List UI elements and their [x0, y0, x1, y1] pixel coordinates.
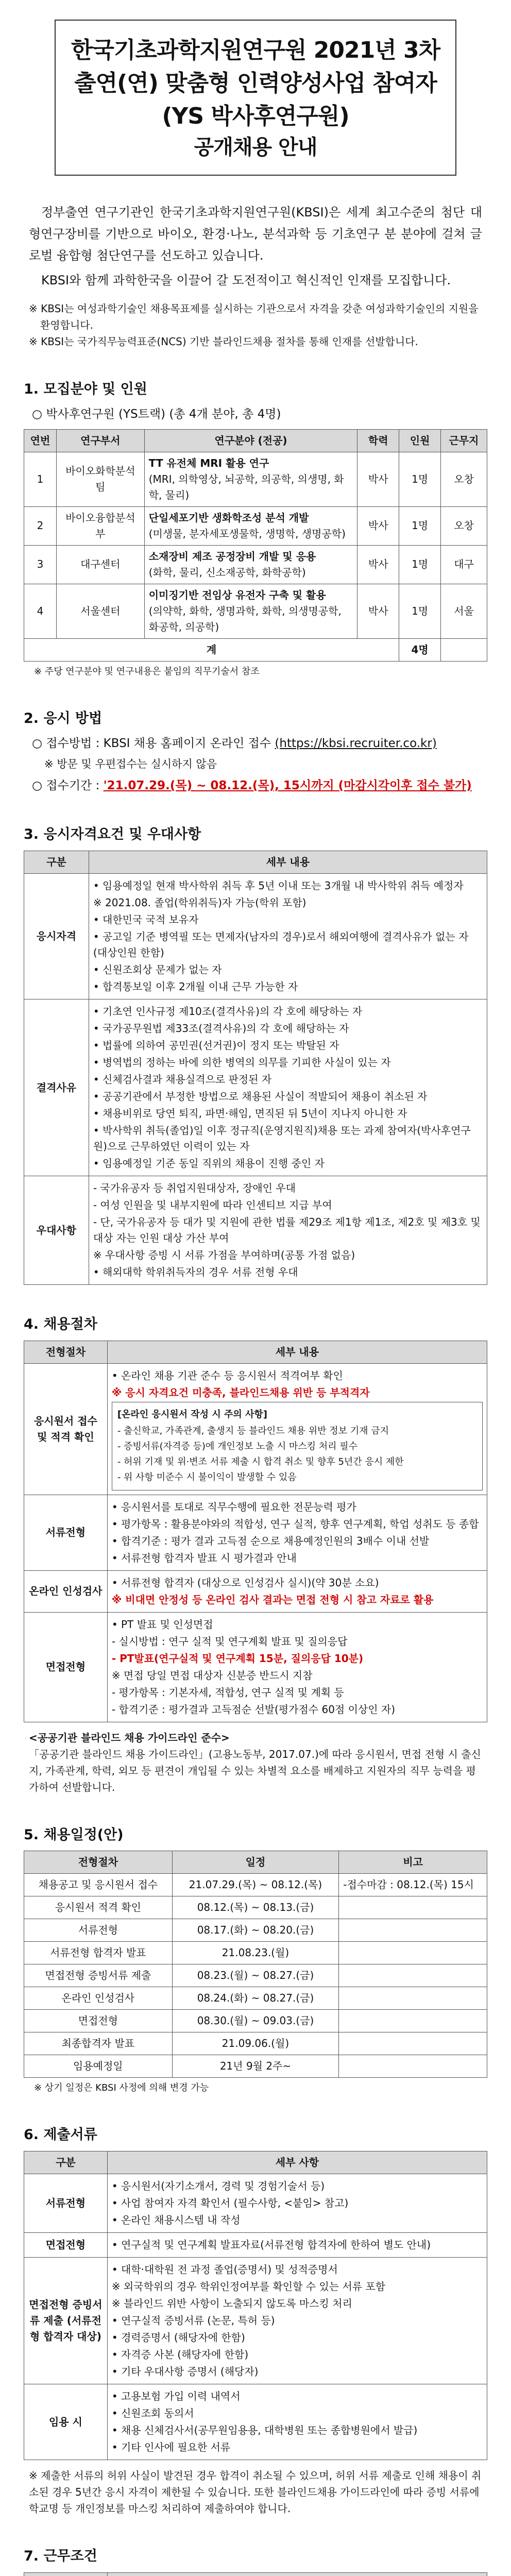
schedule-step: 서류전형: [24, 1919, 173, 1942]
th-c-detail: [107, 2573, 487, 2576]
section-3-heading: 3. 응시자격요건 및 우대사항: [24, 826, 201, 843]
recruit-dept: 서울센터: [56, 584, 144, 638]
recruit-edu: 박사: [357, 452, 399, 506]
schedule-date: 21.08.23.(월): [172, 1942, 339, 1964]
recruit-count: 1명: [399, 545, 441, 584]
recruit-edu: 박사: [357, 545, 399, 584]
documents-row-line: • 사업 참여자 자격 확인서 (필수사항, <붙임> 참고): [111, 2197, 349, 2210]
qualification-row-line: • 병역법의 정하는 바에 의한 병역의 의무를 기피한 사실이 있는 자: [93, 1056, 391, 1069]
schedule-step: 서류전형 합격자 발표: [24, 1942, 173, 1964]
qualification-row-line: • 합격통보일 이후 2개월 이내 근무 가능한 자: [93, 980, 298, 993]
recruit-table-header: [24, 429, 487, 452]
recruit-field: [144, 506, 357, 545]
recruit-field: [144, 545, 357, 584]
th-q-category: 구분: [24, 851, 89, 874]
blind-guideline-text: 「공공기관 블라인드 채용 가이드라인」(고용노동부, 2017.07.)에 따라 응시원서, 면접 전형 시 출신지, 가족관계, 학력, 외모 등 편견이 개입될 수 있는 차별적 요소를 배제하고 지원자의 직무 능력을 평가하여 선발합니다.: [29, 1748, 481, 1793]
th-s-step: 전형절차: [24, 1851, 173, 1874]
procedure-row-detail: [107, 1612, 487, 1722]
schedule-note: [339, 1942, 487, 1964]
title-line-3: 공개채용 안내: [194, 135, 317, 160]
section-4-heading: 4. 채용절차: [24, 1316, 97, 1333]
recruit-field-title: 소재장비 제조 공정장비 개발 및 응용: [148, 550, 316, 563]
documents-row: [24, 2384, 487, 2460]
documents-row-line: ※ 블라인드 위반 사항이 노출되지 않도록 마스킹 처리: [111, 2297, 352, 2310]
section-5-heading: 5. 채용일정(안): [24, 1826, 124, 1843]
note-2: ※ KBSI는 국가직무능력표준(NCS) 기반 블라인드채용 절차를 통해 인재를 선발합니다.: [29, 335, 418, 348]
procedure-row-line: • 온라인 채용 기관 준수 등 응시원서 적격여부 확인: [111, 1369, 343, 1382]
schedule-note: [339, 1896, 487, 1919]
schedule-row: [24, 1874, 487, 1896]
documents-table: [24, 2151, 487, 2460]
schedule-date: 21.09.06.(월): [172, 2032, 339, 2055]
schedule-note: [339, 2055, 487, 2078]
schedule-row: [24, 1942, 487, 1964]
documents-row-detail: [107, 2258, 487, 2384]
schedule-step: 응시원서 적격 확인: [24, 1896, 173, 1919]
qualification-row-line: • 공공기관에서 부정한 방법으로 채용된 사실이 적발되어 채용이 취소된 자: [93, 1090, 428, 1103]
documents-table-header: [24, 2151, 487, 2174]
documents-row-label: 면접전형 증빙서류 제출 (서류전형 합격자 대상): [24, 2258, 108, 2384]
recruit-field-desc: (미생물, 분자세포생물학, 생명학, 생명공학): [148, 527, 346, 540]
documents-row-line: • 기타 인사에 필요한 서류: [111, 2441, 231, 2454]
recruit-row: [24, 452, 487, 506]
notice-box-item: - 위 사항 미준수 시 불이익이 발생할 수 있음: [117, 1471, 297, 1483]
qualification-row: [24, 1176, 487, 1285]
section-1-footnote: ※ 주당 연구분야 및 연구내용은 붙임의 직무기술서 참조: [34, 666, 260, 677]
note-1: ※ KBSI는 여성과학기술인 채용목표제를 실시하는 기관으로서 자격을 갖춘 여성과학기술인의 지원을 환영합니다.: [29, 302, 479, 332]
schedule-step: 온라인 인성검사: [24, 1987, 173, 2010]
documents-row-line: • 기타 우대사항 증명서 (해당자): [111, 2365, 259, 2378]
th-no: 연번: [24, 429, 57, 452]
schedule-row: [24, 1896, 487, 1919]
procedure-row-line: • 응시원서를 토대로 직무수행에 필요한 전문능력 평가: [111, 1500, 356, 1513]
notice-box-item: - 증빙서류(자격증 등)에 개인정보 노출 시 마스킹 처리 필수: [117, 1440, 358, 1452]
recruit-dept: 바이오화학분석팀: [56, 452, 144, 506]
qualification-row-line: • 박사학위 취득(졸업)일 이후 정규직(운영지원직)채용 또는 과제 참여자(박사후연구원)으로 근무하였던 이력이 있는 자: [93, 1124, 471, 1153]
procedure-row-line: ※ 비대면 안정성 등 온라인 검사 결과는 면접 전형 시 참고 자료로 활용: [111, 1593, 434, 1606]
schedule-step: 채용공고 및 응시원서 접수: [24, 1874, 173, 1896]
recruit-edu: 박사: [357, 506, 399, 545]
th-count: 인원: [399, 429, 441, 452]
recruit-field: [144, 584, 357, 638]
documents-row: [24, 2233, 487, 2258]
qualification-row: [24, 999, 487, 1176]
recruit-field-desc: (MRI, 의학영상, 뇌공학, 의공학, 의생명, 화학, 물리): [148, 472, 344, 501]
procedure-row-detail: [107, 1495, 487, 1570]
section-5-footnote: ※ 상기 일정은 KBSI 사정에 의해 변경 가능: [34, 2082, 209, 2094]
recruit-row: [24, 506, 487, 545]
apply-method-note: ※ 방문 및 우편접수는 실시하지 않음: [44, 758, 217, 771]
qualification-table: [24, 851, 487, 1285]
conditions-table: [24, 2572, 487, 2576]
qualification-row-line: • 대한민국 국적 보유자: [93, 913, 199, 926]
recruit-field: [144, 452, 357, 506]
schedule-row: [24, 1987, 487, 2010]
documents-row-detail: [107, 2384, 487, 2460]
recruit-table: [24, 429, 487, 662]
schedule-date: 21년 9월 2주~: [172, 2055, 339, 2078]
procedure-row: [24, 1495, 487, 1570]
schedule-note: [339, 2010, 487, 2032]
recruit-field-title: 단일세포기반 생화학조성 분석 개발: [148, 511, 309, 524]
schedule-note: -접수마감 : 08.12.(목) 15시: [339, 1874, 487, 1896]
recruit-dept: 대구센터: [56, 545, 144, 584]
th-s-note: 비고: [339, 1851, 487, 1874]
recruit-field-desc: (의약학, 화학, 생명과학, 화학, 의생명공학, 화공학, 의공학): [148, 604, 342, 633]
documents-row-label: 서류전형: [24, 2174, 108, 2233]
schedule-note: [339, 1919, 487, 1942]
qualification-row-detail: [89, 874, 487, 999]
procedure-row-line: - 실시방법 : 연구 실적 및 연구계획 발표 및 질의응답: [111, 1635, 348, 1648]
section-1-sub: ○ 박사후연구원 (YS트랙) (총 4개 분야, 총 4명): [32, 408, 281, 421]
recruit-location: 오창: [441, 452, 487, 506]
schedule-date: 08.30.(월) ~ 09.03.(금): [172, 2010, 339, 2032]
section-1-heading: 1. 모집분야 및 인원: [24, 381, 147, 398]
qualification-row-label: 응시자격: [24, 874, 89, 999]
th-location: 근무지: [441, 429, 487, 452]
qualification-row-line: • 임용예정일 현재 박사학위 취득 후 5년 이내 또는 3개월 내 박사학위 취득 예정자: [93, 879, 464, 892]
procedure-row-line: - PT발표(연구실적 및 연구계획 15분, 질의응답 10분): [111, 1652, 364, 1665]
schedule-table-header: [24, 1851, 487, 1874]
recruit-field-desc: (화학, 물리, 신소재공학, 화학공학): [148, 566, 306, 579]
th-p-step: 전형절차: [24, 1341, 108, 1364]
notes: [29, 300, 487, 350]
recruit-location: 서울: [441, 584, 487, 638]
procedure-row-line: • 합격기준 : 평가 결과 고득점 순으로 채용예정인원의 3배수 이내 선발: [111, 1534, 430, 1547]
intro-paragraph-1: 정부출연 연구기관인 한국기초과학지원연구원(KBSI)은 세계 최고수준의 첨단 대형연구장비를 기반으로 바이오, 환경·나노, 분석과학 등 기초연구 분 분야에 걸쳐 글로벌 융합형 첨단연구를 선도하고 있습니다.: [29, 205, 482, 263]
th-s-date: 일정: [172, 1851, 339, 1874]
section-6-heading: 6. 제출서류: [24, 2127, 97, 2143]
documents-row-detail: [107, 2174, 487, 2233]
conditions-table-header: [24, 2573, 487, 2576]
qualification-row-line: • 법률에 의하여 공민권(선거권)이 정지 또는 박탈된 자: [93, 1039, 339, 1052]
qualification-row-line: • 공고일 기준 병역필 또는 면제자(남자의 경우)로서 해외여행에 결격사유가 없는 자 (대상인원 한함): [93, 930, 469, 959]
qualification-row-line: - 단, 국가유공자 등 대가 및 지원에 관한 법률 제29조 제1항 제1조, 제2호 및 제3호 및 대상 자는 인원 대상 가산 부여: [93, 1216, 481, 1245]
apply-method-label: ○ 접수방법 : KBSI 채용 홈페이지 온라인 접수: [32, 736, 271, 750]
procedure-row-label: 서류전형: [24, 1495, 108, 1570]
recruit-count: 1명: [399, 452, 441, 506]
recruit-total-label: 계: [24, 638, 399, 661]
apply-period: [32, 777, 487, 795]
schedule-row: [24, 2010, 487, 2032]
procedure-row: [24, 1570, 487, 1612]
title-box: [55, 20, 456, 176]
schedule-row: [24, 1919, 487, 1942]
qualification-row-label: 우대사항: [24, 1176, 89, 1285]
th-q-detail: 세부 내용: [89, 851, 487, 874]
procedure-row-line: - 평가항목 : 기본자세, 적합성, 연구 실적 및 계획 등: [111, 1686, 344, 1699]
documents-row-line: • 연구실적 및 연구계획 발표자료(서류전형 합격자에 한하여 별도 안내): [111, 2239, 431, 2251]
th-d-detail: 세부 사항: [107, 2151, 487, 2174]
section-7-heading: 7. 근무조건: [24, 2548, 97, 2565]
schedule-note: [339, 2032, 487, 2055]
procedure-row-line: ※ 응시 자격요건 미충족, 블라인드채용 위반 등 부적격자: [111, 1386, 370, 1399]
apply-url-link[interactable]: (https://kbsi.recruiter.co.kr): [275, 736, 437, 750]
schedule-date: 08.23.(월) ~ 08.27.(금): [172, 1964, 339, 1987]
qualification-row-line: • 국가공무원법 제33조(결격사유)의 각 호에 해당하는 자: [93, 1022, 349, 1035]
recruit-no: 2: [24, 506, 57, 545]
blind-guideline: [29, 1730, 482, 1795]
procedure-row: [24, 1612, 487, 1722]
qualification-row-line: ※ 2021.08. 졸업(학위취득)자 가능(학위 포함): [93, 896, 306, 909]
procedure-row-label: 응시원서 접수 및 적격 확인: [24, 1364, 108, 1495]
schedule-step: 면접전형: [24, 2010, 173, 2032]
qualification-row-line: • 채용비위로 당연 퇴직, 파면·해임, 면직된 뒤 5년이 지나지 아니한 자: [93, 1107, 407, 1120]
schedule-row: [24, 2055, 487, 2078]
notice-box-title: [온라인 응시원서 작성 시 주의 사항]: [117, 1409, 268, 1420]
procedure-row-line: • 평가항목 : 활용분야와의 적합성, 연구 실적, 향후 연구계획, 학업 성취도 등 종합: [111, 1517, 479, 1530]
section-2-heading: 2. 응시 방법: [24, 710, 103, 726]
qualification-row-detail: [89, 999, 487, 1176]
recruit-total-value: 4명: [399, 638, 441, 661]
documents-row: [24, 2258, 487, 2384]
procedure-row-detail: [107, 1364, 487, 1495]
qualification-row-line: • 신원조회상 문제가 없는 자: [93, 963, 222, 976]
schedule-date: 08.17.(화) ~ 08.20.(금): [172, 1919, 339, 1942]
qualification-row-line: • 기초연 인사규정 제10조(결격사유)의 각 호에 해당하는 자: [93, 1005, 363, 1018]
schedule-row: [24, 2032, 487, 2055]
notice-box: [112, 1402, 483, 1490]
recruit-location: 대구: [441, 545, 487, 584]
qualification-row: [24, 874, 487, 999]
title-line-1: 한국기초과학지원연구원 2021년 3차: [71, 37, 440, 63]
schedule-date: 21.07.29.(목) ~ 08.12.(목): [172, 1874, 339, 1896]
schedule-step: 면접전형 증빙서류 제출: [24, 1964, 173, 1987]
documents-row: [24, 2174, 487, 2233]
qualification-row-detail: [89, 1176, 487, 1285]
apply-period-label: ○ 접수기간 :: [32, 778, 100, 792]
recruit-total-row: [24, 638, 487, 661]
procedure-row-line: - 합격기준 : 평가결과 고득점순 선발(평가점수 60점 이상인 자): [111, 1703, 396, 1716]
schedule-note: [339, 1987, 487, 2010]
documents-row-line: • 응시원서(자기소개서, 경력 및 경험기술서 등): [111, 2180, 325, 2193]
blind-guideline-title: <공공기관 블라인드 채용 가이드라인 준수>: [29, 1731, 230, 1744]
documents-row-line: • 채용 신체검사서(공무원임용용, 대학병원 또는 종합병원에서 발급): [111, 2424, 418, 2437]
qualification-row-line: • 신체검사결과 채용실격으로 판정된 자: [93, 1073, 272, 1086]
documents-row-label: 면접전형: [24, 2233, 108, 2258]
schedule-step: 최종합격자 발표: [24, 2032, 173, 2055]
title-line-2: 출연(연) 맞춤형 인력양성사업 참여자(YS 박사후연구원): [74, 70, 437, 129]
th-edu: 학력: [357, 429, 399, 452]
section-6-footnote: ※ 제출한 서류의 허위 사실이 발견된 경우 합격이 취소될 수 있으며, 허위 서류 제출로 인해 채용이 취소된 경우 5년간 응시 자격이 제한될 수 있습니다. 또한 블라인드채용 가이드라인에 따라 증빙 서류에 학교명 등 개인정보를 마스킹 처리하여 제출하여야 합니다.: [29, 2469, 482, 2515]
recruit-edu: 박사: [357, 584, 399, 638]
schedule-date: 08.24.(화) ~ 08.27.(금): [172, 1987, 339, 2010]
qualification-table-header: [24, 851, 487, 874]
procedure-row-line: • 서류전형 합격자 발표 시 평가결과 안내: [111, 1551, 297, 1564]
th-d-category: 구분: [24, 2151, 108, 2174]
apply-period-value: '21.07.29.(목) ~ 08.12.(목), 15시까지 (마감시각이후 접수 불가): [103, 778, 472, 792]
procedure-row-line: • 서류전형 합격자 (대상으로 인성검사 실시)(약 30분 소요): [111, 1576, 379, 1589]
documents-row-line: ※ 외국학위의 경우 학위인정여부를 확인할 수 있는 서류 포함: [111, 2280, 386, 2293]
intro: [24, 201, 487, 291]
documents-row-label: 임용 시: [24, 2384, 108, 2460]
procedure-row-label: 온라인 인성검사: [24, 1570, 108, 1612]
documents-row-line: • 대학·대학원 전 과정 졸업(증명서) 및 성적증명서: [111, 2263, 338, 2276]
th-p-detail: 세부 내용: [107, 1341, 487, 1364]
schedule-note: [339, 1964, 487, 1987]
schedule-row: [24, 1964, 487, 1987]
qualification-row-line: • 해외대학 학위취득자의 경우 서류 전형 우대: [93, 1266, 298, 1279]
notice-box-item: - 허위 기재 및 위·변조 서류 제출 시 합격 취소 및 향후 5년간 응시 제한: [117, 1456, 404, 1467]
recruit-row: [24, 584, 487, 638]
procedure-table-header: [24, 1341, 487, 1364]
recruit-total-empty: [441, 638, 487, 661]
documents-row-line: • 연구실적 증빙서류 (논문, 특허 등): [111, 2314, 275, 2327]
procedure-row-line: ※ 면접 당일 면접 대상자 신분증 반드시 지참: [111, 1669, 313, 1682]
apply-method: [32, 735, 487, 753]
recruit-field-title: TT 유전체 MRI 활용 연구: [148, 456, 269, 469]
schedule-step: 임용예정일: [24, 2055, 173, 2078]
procedure-row-line: • PT 발표 및 인성면접: [111, 1618, 213, 1631]
recruit-field-title: 이미징기반 전임상 유전자 구축 및 활용: [148, 588, 326, 601]
intro-paragraph-2: KBSI와 함께 과학한국을 이끌어 갈 도전적이고 혁신적인 인재를 모집합니다.: [41, 273, 451, 288]
recruit-count: 1명: [399, 584, 441, 638]
th-field: 연구분야 (전공): [144, 429, 357, 452]
qualification-row-label: 결격사유: [24, 999, 89, 1176]
schedule-date: 08.12.(목) ~ 08.13.(금): [172, 1896, 339, 1919]
recruit-no: 4: [24, 584, 57, 638]
documents-row-line: • 신원조회 동의서: [111, 2407, 194, 2420]
qualification-row-line: - 국가유공자 등 취업지원대상자, 장애인 우대: [93, 1182, 296, 1195]
qualification-row-line: • 임용예정일 기준 동일 직위의 채용이 진행 중인 자: [93, 1157, 325, 1170]
documents-row-line: • 자격증 사본 (해당자에 한함): [111, 2348, 249, 2361]
schedule-table: [24, 1851, 487, 2078]
notice-box-item: - 출신학교, 가족관계, 출생지 등 블라인드 채용 위반 정보 기재 금지: [117, 1426, 389, 1437]
qualification-row-line: - 여성 인원을 및 내부지원에 따라 인센티브 지급 부여: [93, 1199, 332, 1212]
recruit-location: 오창: [441, 506, 487, 545]
recruit-no: 1: [24, 452, 57, 506]
documents-row-line: • 온라인 채용시스템 내 작성: [111, 2214, 241, 2227]
procedure-table: [24, 1341, 487, 1722]
documents-row-line: • 경력증명서 (해당자에 한함): [111, 2331, 245, 2344]
documents-row-line: • 고용보험 가입 이력 내역서: [111, 2390, 241, 2403]
recruit-count: 1명: [399, 506, 441, 545]
procedure-row-label: 면접전형: [24, 1612, 108, 1722]
qualification-row-line: ※ 우대사항 증빙 시 서류 가점을 부여하며(공통 가점 없음): [93, 1249, 355, 1262]
procedure-row: [24, 1364, 487, 1495]
recruit-row: [24, 545, 487, 584]
recruit-dept: 바이오융합분석부: [56, 506, 144, 545]
documents-row-detail: [107, 2233, 487, 2258]
procedure-row-detail: [107, 1570, 487, 1612]
th-dept: 연구부서: [56, 429, 144, 452]
th-c-category: [24, 2573, 108, 2576]
recruit-no: 3: [24, 545, 57, 584]
